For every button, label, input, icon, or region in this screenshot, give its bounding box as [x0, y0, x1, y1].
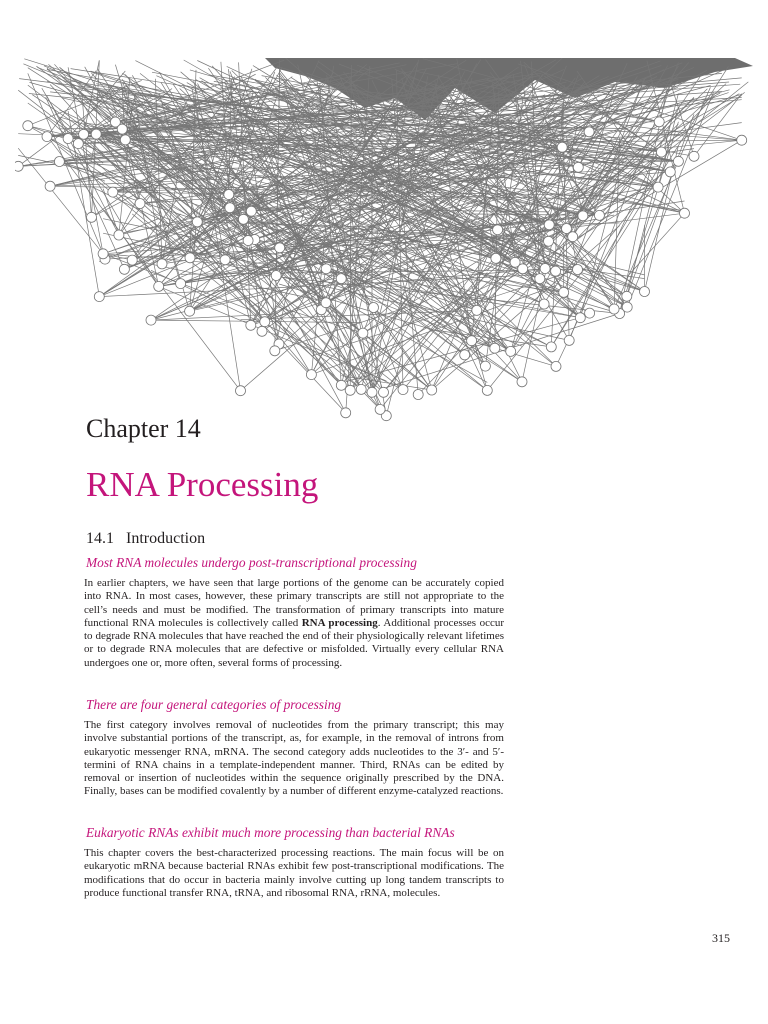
chapter-title: RNA Processing: [86, 465, 319, 504]
network-edges: [18, 58, 748, 416]
paragraph-rna-processing: [84, 577, 504, 670]
section-heading: [86, 530, 205, 548]
subheading-post-transcriptional: Most RNA molecules undergo post-transcriptional processing: [86, 555, 417, 570]
network-graph-illustration: [15, 58, 753, 443]
paragraph-text-start: In earlier chapters, we have seen that large portions of the genome can be accurately copied into RNA. In most cases, however, these primary transcripts are still not appropriate to the cell’s needs and must be modified. The transformation of primary transcripts into mature functional RNA molecules is collectively called: [84, 577, 504, 629]
paragraph-text-end: . Additional processes occur to degrade RNA molecules that have reached the end of their physiologically relevant lifetimes or to degrade RNA molecules that are defective or misfolded. Virtually every cellular RNA undergoes one or, more often, several forms of processing.: [84, 616, 504, 669]
section-title: Introduction: [126, 530, 206, 547]
term-rna-processing: RNA processing: [301, 616, 378, 629]
chapter-label: Chapter 14: [86, 414, 201, 443]
page-number: 315: [712, 931, 730, 945]
paragraph-eukaryotic-focus: This chapter covers the best-characterized processing reactions. The main focus will be on eukaryotic mRNA because bacterial RNAs exhibit few post-transcriptional modifications. The modifications that do occur in bacteria mainly involve cutting up long tandem transcripts to produce functional transfer RNA, tRNA, and ribosomal RNA, rRNA, molecules.: [84, 847, 504, 899]
paragraph-four-categories: The first category involves removal of nucleotides from the primary transcript; this may involve substantial portions of the transcript, as, for example, in the removal of introns from eukaryotic messenger RNA, mRNA. The second category adds nucleotides to the 3′- and 5′-termini of RNA chains in a template-independent manner. Third, RNAs can be edited by removal or insertion of nucleotides within the sequence originally prescribed by the DNA. Finally, bases can be modified covalently by a number of different enzyme-catalyzed reactions.: [84, 719, 504, 798]
subheading-eukaryotic-vs-bacterial: Eukaryotic RNAs exhibit much more processing than bacterial RNAs: [86, 825, 455, 840]
network-graph-svg: [15, 58, 753, 443]
section-number: 14.1: [86, 530, 114, 547]
subheading-four-categories: There are four general categories of processing: [86, 697, 342, 712]
